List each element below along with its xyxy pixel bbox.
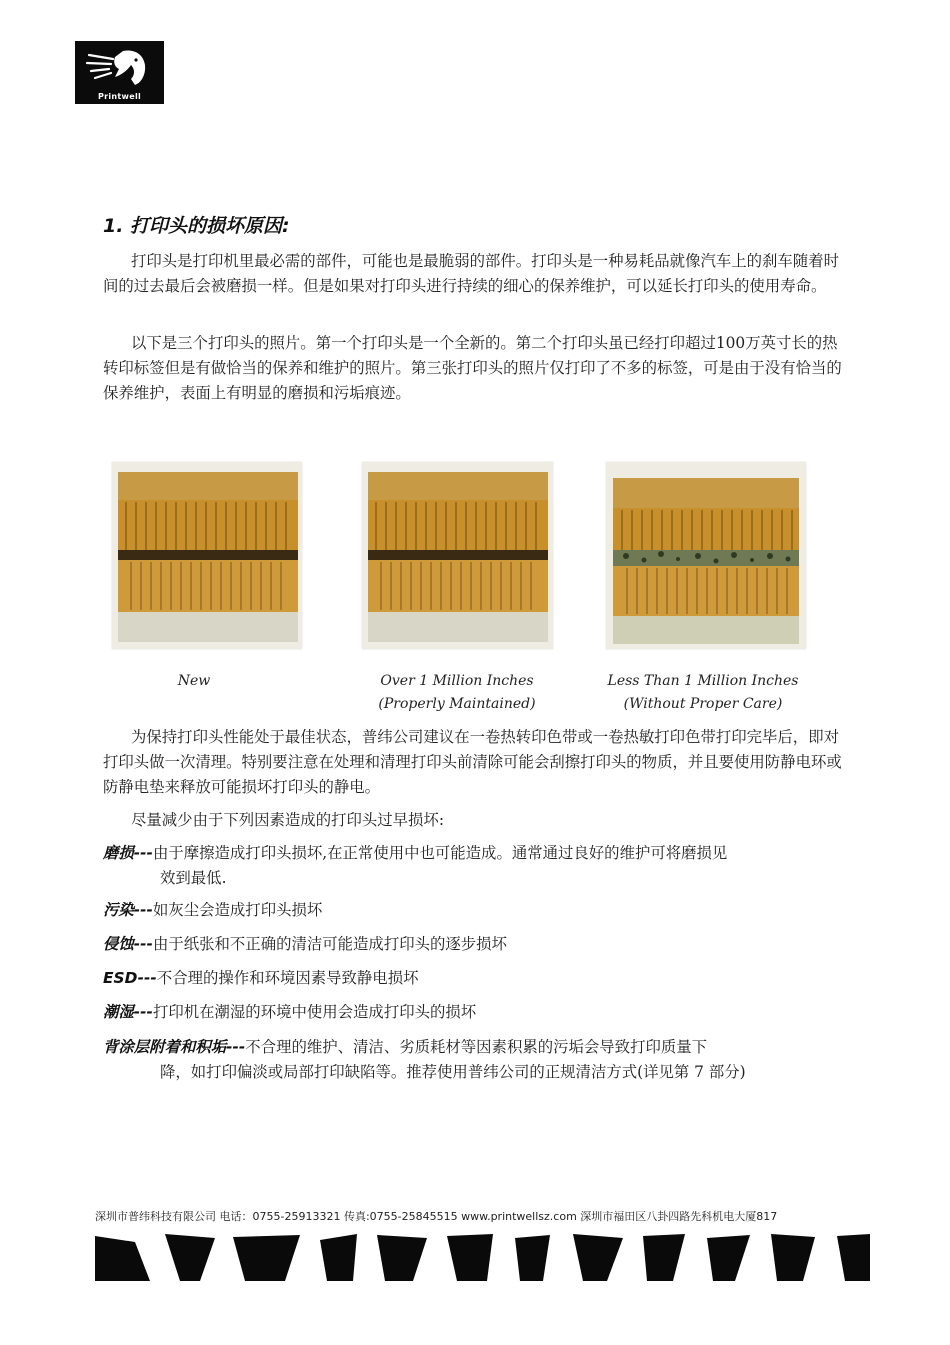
- factor-text-continued: 降，如打印偏淡或局部打印缺陷等。推荐使用普纬公司的正规清洁方式(详见第 7 部分): [160, 1063, 746, 1081]
- logo-text: Printwell: [97, 92, 142, 101]
- factor-text: 不合理的维护、清洁、劣质耗材等因素积累的污垢会导致打印质量下: [245, 1038, 708, 1056]
- caption-line: New: [177, 673, 211, 689]
- photo-caption-maintained: [362, 670, 552, 716]
- factor-item-abrasion: [103, 841, 853, 891]
- intro-paragraph: 打印头是打印机里最必需的部件，可能也是最脆弱的部件。打印头是一种易耗品就像汽车上的刹车随着时间的过去最后会被磨损一样。但是如果对打印头进行持续的细心的保养维护，可以延长打印头的使用寿命。: [103, 252, 839, 295]
- printhead-maintained-image: [362, 462, 553, 649]
- factor-text: 如灰尘会造成打印头损坏: [152, 901, 323, 919]
- photo-caption-new: [150, 670, 238, 693]
- factor-term: 磨损---: [103, 844, 153, 862]
- factor-text: 打印机在潮湿的环境中使用会造成打印头的损坏: [152, 1003, 477, 1021]
- printhead-photo-maintained: [362, 462, 553, 649]
- factor-item-contamination: [103, 898, 853, 923]
- printhead-damaged-image: [606, 462, 806, 649]
- horse-logo-icon: [85, 45, 153, 87]
- factor-term: ESD---: [103, 969, 157, 987]
- photo-caption-damaged: [600, 670, 806, 716]
- printhead-photo-new: [112, 462, 302, 649]
- factor-item-esd: [103, 966, 853, 991]
- factor-text: 由于纸张和不正确的清洁可能造成打印头的逐步损坏: [152, 935, 507, 953]
- factor-term: 污染---: [103, 901, 153, 919]
- factor-text: 不合理的操作和环境因素导致静电损坏: [156, 969, 419, 987]
- printhead-photo-damaged: [606, 462, 806, 649]
- caption-line: (Without Proper Care): [623, 696, 783, 712]
- factor-text: 由于摩擦造成打印头损坏,在正常使用中也可能造成。通常通过良好的维护可将磨损见: [152, 844, 728, 862]
- factor-text-continued: 效到最低.: [160, 869, 227, 887]
- section-heading: 1. 打印头的损坏原因:: [103, 215, 290, 237]
- factor-item-residue: [103, 1035, 853, 1085]
- factors-intro-paragraph: 尽量减少由于下列因素造成的打印头过早损坏:: [131, 811, 444, 829]
- footer-contact-text: 深圳市普纬科技有限公司 电话：0755-25913321 传真:0755-25845515 www.printwellsz.com 深圳市福田区八卦四路先科机电大厦817: [95, 1210, 778, 1223]
- printwell-logo: [75, 41, 164, 104]
- printhead-new-image: [112, 462, 302, 649]
- caption-line: Over 1 Million Inches: [380, 673, 534, 689]
- caption-line: Less Than 1 Million Inches: [607, 673, 799, 689]
- caption-line: (Properly Maintained): [378, 696, 536, 712]
- factor-item-corrosion: [103, 932, 853, 957]
- factor-term: 潮湿---: [103, 1003, 153, 1021]
- factor-item-humidity: [103, 1000, 853, 1025]
- photos-description-paragraph: 以下是三个打印头的照片。第一个打印头是一个全新的。第二个打印头虽已经打印超过100万英寸长的热转印标签但是有做恰当的保养和维护的照片。第三张打印头的照片仅打印了不多的标签，可是由于没有恰当的保养维护，表面上有明显的磨损和污垢痕迹。: [103, 334, 842, 402]
- footer-zebra-stripes: [95, 1232, 870, 1281]
- maintenance-recommendation-paragraph: 为保持打印头性能处于最佳状态，普纬公司建议在一卷热转印色带或一卷热敏打印色带打印完毕后，即对打印头做一次清理。特别要注意在处理和清理打印头前清除可能会刮擦打印头的物质，并且要使用防静电环或防静电垫来释放可能损坏打印头的静电。: [103, 728, 842, 796]
- factor-term: 背涂层附着和积垢---: [103, 1038, 246, 1056]
- factor-term: 侵蚀---: [103, 935, 153, 953]
